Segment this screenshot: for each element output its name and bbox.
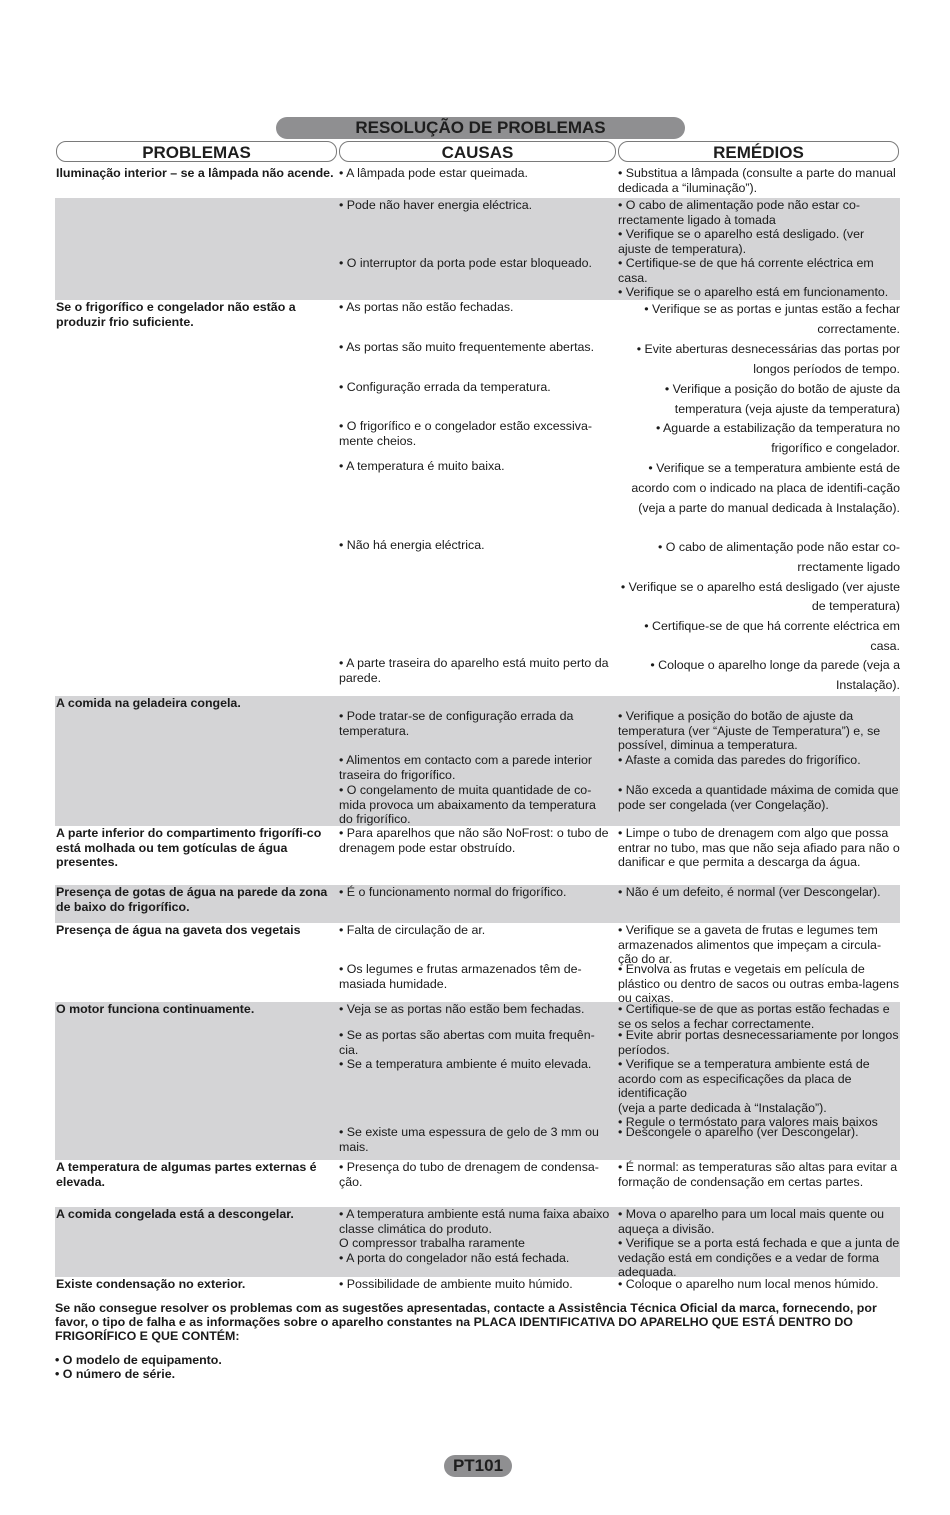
table-row [338,1160,900,1207]
table-row [338,538,900,656]
table-row [338,166,900,195]
column-header-problems: PROBLEMAS [56,141,337,162]
table-row [338,1028,900,1129]
table-row [338,709,900,753]
footer-text: Se não consegue resolver os problemas com as sugestões apresentadas, contacte a Assistência Técnica Oficial da marca, fornecendo, por favor, o tipo de falha e as informações sobre o aparelho constantes na PLACA IDENTIFICATIVA DO APARELHO QUE ESTÁ DENTRO DO FRIGORÍFICO E QUE CONTÉM: [55,1301,877,1343]
cause-cell: • Veja se as portas não estão bem fechadas. [339,1002,585,1016]
footer-note [55,1301,900,1381]
cause-cell: • O congelamento de muita quantidade de co-mida provoca um abaixamento da temperatura do frigorífico. [339,783,596,826]
remedy-cell: • O cabo de alimentação pode não estar co-rrectamente ligado à tomada • Verifique se o aparelho está desligado. (ver ajuste de temperatura). [618,198,865,256]
cause-cell: • Não há energia eléctrica. [339,538,485,552]
table-row [338,1277,900,1293]
footer-list-item: • O número de série. [55,1367,176,1381]
problem-section [55,300,900,696]
table-row [338,380,900,419]
cause-cell: • As portas não estão fechadas. [339,300,514,314]
problem-cell: Presença de água na gaveta dos vegetais [56,923,301,937]
problem-cell: Existe condensação no exterior. [56,1277,246,1291]
table-row [338,696,900,709]
problem-section [55,923,900,1005]
problem-cell: Iluminação interior – se a lâmpada não acende. [56,166,334,180]
cause-cell: • É o funcionamento normal do frigorífico. [339,885,567,899]
cause-cell: • Os legumes e frutas armazenados têm de-masiada humidade. [339,962,582,991]
cause-cell: • Se as portas são abertas com muita frequên-cia. • Se a temperatura ambiente é muito elevada. [339,1028,595,1071]
problem-section [55,826,900,885]
table-row [338,340,900,380]
column-header-remedies: REMÉDIOS [618,141,899,162]
cause-cell: • A parte traseira do aparelho está muito perto da parede. [339,656,609,685]
table-row [338,256,900,300]
problem-section [55,198,900,300]
page-number: PT101 [444,1455,512,1477]
table-row [338,459,900,538]
problem-section [55,696,900,826]
remedy-cell: • Evite aberturas desnecessárias das portas por longos períodos de tempo. [636,342,900,376]
column-header-causes: CAUSAS [339,141,616,162]
remedy-cell: • Certifique-se de que há corrente eléctrica em casa. • Verifique se o aparelho está em funcionamento. [618,256,889,299]
remedy-cell: • Aguarde a estabilização da temperatura no frigorífico e congelador. [655,421,900,455]
cause-cell: • Alimentos em contacto com a parede interior traseira do frigorífico. [339,753,592,782]
table-row [338,198,900,256]
page-title: RESOLUÇÃO DE PROBLEMAS [276,117,685,139]
remedy-cell: • Limpe o tubo de drenagem com algo que possa entrar no tubo, mas que não seja afiado para não o danificar e que permita a descarga da água. [618,826,900,869]
remedy-cell: • É normal: as temperaturas são altas para evitar a formação de condensação em certas partes. [618,1160,898,1189]
problem-section [55,1277,900,1293]
problem-cell: A comida na geladeira congela. [56,696,241,710]
cause-cell: • As portas são muito frequentemente abertas. [339,340,595,354]
cause-cell: • Possibilidade de ambiente muito húmido. [339,1277,573,1291]
cause-cell: • Falta de circulação de ar. [339,923,486,937]
cause-cell: • Pode não haver energia eléctrica. [339,198,533,212]
table-row [338,419,900,459]
remedy-cell: • Coloque o aparelho longe da parede (veja a Instalação). [650,658,900,692]
table-row [338,300,900,340]
problem-section [55,1207,900,1277]
remedy-cell: • O cabo de alimentação pode não estar co-rrectamente ligado • Verifique se o aparelho está desligado (ver ajuste de temperatura) • Certifique-se de que há corrente eléctrica em casa. [620,540,900,653]
remedy-cell: • Afaste a comida das paredes do frigorífico. [618,753,861,767]
problem-section [55,1002,900,1160]
remedy-cell: • Não é um defeito, é normal (ver Descongelar). [618,885,881,899]
problem-cell: Presença de gotas de água na parede da zona de baixo do frigorífico. [56,885,328,914]
problem-cell: Se o frigorífico e congelador não estão a produzir frio suficiente. [56,300,296,329]
remedy-cell: • Descongele o aparelho (ver Descongelar). [618,1125,859,1139]
cause-cell: • Configuração errada da temperatura. [339,380,551,394]
table-row [338,826,900,885]
table-row [338,962,900,1005]
table-row [338,1002,900,1031]
cause-cell: • Presença do tubo de drenagem de condensa-ção. [339,1160,599,1189]
table-row [338,885,900,923]
table-row [338,923,900,966]
cause-cell: • O frigorífico e o congelador estão excessiva-mente cheios. [339,419,592,448]
cause-cell [338,696,616,709]
remedy-cell: • Mova o aparelho para um local mais quente ou aqueça a divisão. • Verifique se a porta está fechada e que a junta de vedação está em condições e a vedar de forma adequada. [618,1207,900,1279]
problem-cell: O motor funciona continuamente. [56,1002,255,1016]
cause-cell: • A temperatura é muito baixa. [339,459,505,473]
remedy-cell: • Evite abrir portas desnecessariamente por longos períodos. • Verifique se a temperatura ambiente está de acordo com as especificações da placa de identificação (veja a parte dedicada à “Instalação”). • Regule o termóstato para valores mais baixos [618,1028,899,1129]
cause-cell: • A lâmpada pode estar queimada. [339,166,528,180]
problem-section [55,166,900,195]
remedy-cell [616,696,900,709]
remedy-cell: • Verifique a posição do botão de ajuste da temperatura (ver “Ajuste de Temperatura”) e, se possível, diminua a temperatura. [618,709,881,752]
troubleshooting-table [55,166,900,1293]
cause-cell: • Pode tratar-se de configuração errada da temperatura. [339,709,574,738]
problem-section [55,1160,900,1207]
cause-cell: • A temperatura ambiente está numa faixa abaixo classe climática do produto. O compressor trabalha raramente • A porta do congelador não está fechada. [339,1207,610,1265]
problem-cell [55,198,338,300]
problem-section [55,885,900,923]
footer-list-item: • O modelo de equipamento. [55,1353,222,1367]
cause-cell: • Para aparelhos que não são NoFrost: o tubo de drenagem pode estar obstruído. [339,826,609,855]
cause-cell: • Se existe uma espessura de gelo de 3 mm ou mais. [339,1125,599,1154]
remedy-cell: • Certifique-se de que as portas estão fechadas e se os selos a fechar correctamente. [618,1002,890,1031]
table-row [338,1125,900,1160]
remedy-cell: • Envolva as frutas e vegetais em película de plástico ou dentro de sacos ou outras emba-lagens ou caixas. [618,962,900,1005]
remedy-cell: • Verifique se as portas e juntas estão a fechar correctamente. [644,302,900,336]
remedy-cell: • Coloque o aparelho num local menos húmido. [618,1277,879,1291]
problem-cell: A temperatura de algumas partes externas é elevada. [56,1160,317,1189]
remedy-cell: • Verifique se a gaveta de frutas e legumes tem armazenados alimentos que impeçam a circula-ção do ar. [618,923,882,966]
table-row [338,656,900,696]
footer-list [55,1353,900,1381]
table-row [338,783,900,826]
table-row [338,1207,900,1277]
remedy-cell: • Substitua a lâmpada (consulte a parte do manual dedicada a “iluminação”). [618,166,896,195]
problem-cell: A comida congelada está a descongelar. [56,1207,294,1221]
cause-cell: • O interruptor da porta pode estar bloqueado. [339,256,593,270]
remedy-cell: • Não exceda a quantidade máxima de comida que pode ser congelada (ver Congelação). [618,783,899,812]
table-row [338,753,900,783]
remedy-cell: • Verifique a posição do botão de ajuste da temperatura (veja ajuste da temperatura) [664,382,900,416]
problem-cell: A parte inferior do compartimento frigorífi-co está molhada ou tem gotículas de água presentes. [56,826,322,869]
remedy-cell: • Verifique se a temperatura ambiente está de acordo com o indicado na placa de identifi-cação (veja a parte do manual dedicada à Instalação). [631,461,900,515]
